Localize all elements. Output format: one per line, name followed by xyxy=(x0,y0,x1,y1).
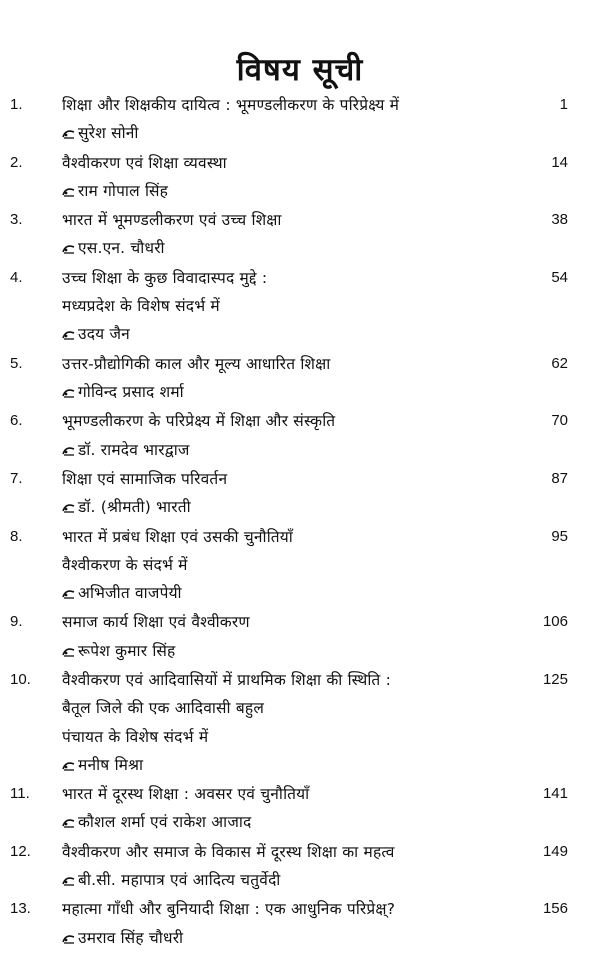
entry-number: 1. xyxy=(10,96,23,113)
entry-page-number: 106 xyxy=(542,613,568,631)
entry-number: 2. xyxy=(10,153,23,171)
entry-page-number: 38 xyxy=(551,211,568,229)
author-name: बी.सी. महापात्र एवं आदित्य चतुर्वेदी xyxy=(78,871,281,890)
entry-page-number: 141 xyxy=(542,785,568,803)
author-name: अभिजीत वाजपेयी xyxy=(78,584,182,603)
entry-author xyxy=(62,868,281,890)
entry-title-line: मध्यप्रदेश के विशेष संदर्भ में xyxy=(62,297,220,316)
author-name: डॉ. रामदेव भारद्वाज xyxy=(78,440,190,459)
entry-author xyxy=(62,121,139,143)
entry-number: 9. xyxy=(10,613,23,631)
entry-title-line: पंचायत के विशेष संदर्भ में xyxy=(62,727,209,746)
entry-number: 10. xyxy=(10,671,31,688)
pen-icon xyxy=(62,388,76,398)
entry-page-number: 95 xyxy=(551,527,568,545)
entry-author xyxy=(62,380,184,402)
entry-title-line: उत्तर-प्रौद्योगिकी काल और मूल्य आधारित शिक्षा xyxy=(62,354,331,373)
author-name: मनीष मिश्रा xyxy=(78,755,144,774)
entry-number: 5. xyxy=(10,354,23,372)
entry-number: 3. xyxy=(10,211,23,229)
entry-title-line: महात्मा गाँधी और बुनियादी शिक्षा : एक आधुनिक परिप्रेक्ष्? xyxy=(62,900,396,919)
author-name: कौशल शर्मा एवं राकेश आजाद xyxy=(78,813,252,832)
pen-icon xyxy=(62,589,76,599)
entry-number: 6. xyxy=(10,412,23,430)
entry-author xyxy=(62,495,191,517)
entry-author xyxy=(62,639,176,661)
author-name: डॉ. (श्रीमती) भारती xyxy=(78,498,191,517)
entry-author xyxy=(62,926,183,948)
entry-number: 12. xyxy=(10,842,31,860)
author-name: उदय जैन xyxy=(78,325,130,344)
entry-page-number: 14 xyxy=(551,153,568,171)
entry-title-line: भारत में दूरस्थ शिक्षा : अवसर एवं चुनौतियाँ xyxy=(62,785,310,804)
entry-author xyxy=(62,236,165,258)
entry-title-line: भूमण्डलीकरण के परिप्रेक्ष्य में शिक्षा और संस्कृति xyxy=(62,412,336,431)
pen-icon xyxy=(62,187,76,197)
entry-page-number: 62 xyxy=(551,354,568,372)
pen-icon xyxy=(62,647,76,657)
entry-title-line: वैश्वीकरण और समाज के विकास में दूरस्थ शिक्षा का महत्व xyxy=(62,842,395,861)
author-name: गोविन्द प्रसाद शर्मा xyxy=(78,382,184,401)
pen-icon xyxy=(62,761,76,771)
entry-title-line: भारत में प्रबंध शिक्षा एवं उसकी चुनौतियाँ xyxy=(62,527,293,546)
author-name: उमराव सिंह चौधरी xyxy=(78,928,184,947)
author-name: एस.एन. चौधरी xyxy=(78,239,165,258)
pen-icon xyxy=(62,934,76,944)
entry-page-number: 87 xyxy=(551,469,568,487)
pen-icon xyxy=(62,330,76,340)
entry-title-line: समाज कार्य शिक्षा एवं वैश्वीकरण xyxy=(62,613,250,632)
entry-title-line: बैतूल जिले की एक आदिवासी बहुल xyxy=(62,699,265,718)
entry-number: 8. xyxy=(10,527,23,545)
entry-title-line: वैश्वीकरण एवं शिक्षा व्यवस्था xyxy=(62,153,227,172)
entry-page-number: 149 xyxy=(542,842,568,860)
entry-title-line: भारत में भूमण्डलीकरण एवं उच्च शिक्षा xyxy=(62,211,282,230)
entry-page-number: 1 xyxy=(559,96,568,113)
pen-icon xyxy=(62,446,76,456)
entry-title-line: वैश्वीकरण एवं आदिवासियों में प्राथमिक शिक्षा की स्थिति : xyxy=(62,671,392,689)
entry-page-number: 125 xyxy=(542,671,568,688)
page-title: विषय सूची xyxy=(236,52,364,88)
author-name: राम गोपाल सिंह xyxy=(78,181,169,200)
entry-number: 11. xyxy=(10,785,30,803)
entry-title-line: शिक्षा एवं सामाजिक परिवर्तन xyxy=(62,469,228,488)
entry-author xyxy=(62,438,190,460)
pen-icon xyxy=(62,818,76,828)
author-name: रूपेश कुमार सिंह xyxy=(78,641,176,660)
entry-title-line: शिक्षा और शिक्षकीय दायित्व : भूमण्डलीकरण के परिप्रेक्ष्य में xyxy=(62,96,400,114)
entry-author xyxy=(62,179,168,201)
pen-icon xyxy=(62,876,76,886)
author-name: सुरेश सोनी xyxy=(78,124,139,143)
entry-author xyxy=(62,753,143,775)
entry-title-line: वैश्वीकरण के संदर्भ में xyxy=(62,555,188,574)
entry-page-number: 156 xyxy=(542,900,568,918)
entry-author xyxy=(62,322,130,344)
entry-number: 7. xyxy=(10,469,23,487)
pen-icon xyxy=(62,244,76,254)
pen-icon xyxy=(62,129,76,139)
entry-author xyxy=(62,810,251,832)
entry-number: 4. xyxy=(10,268,23,286)
entry-title-line: उच्च शिक्षा के कुछ विवादास्पद मुद्दे : xyxy=(62,268,268,287)
entry-page-number: 70 xyxy=(551,412,568,430)
pen-icon xyxy=(62,503,76,513)
entry-number: 13. xyxy=(10,900,31,918)
entry-page-number: 54 xyxy=(551,268,568,286)
entry-author xyxy=(62,581,182,603)
